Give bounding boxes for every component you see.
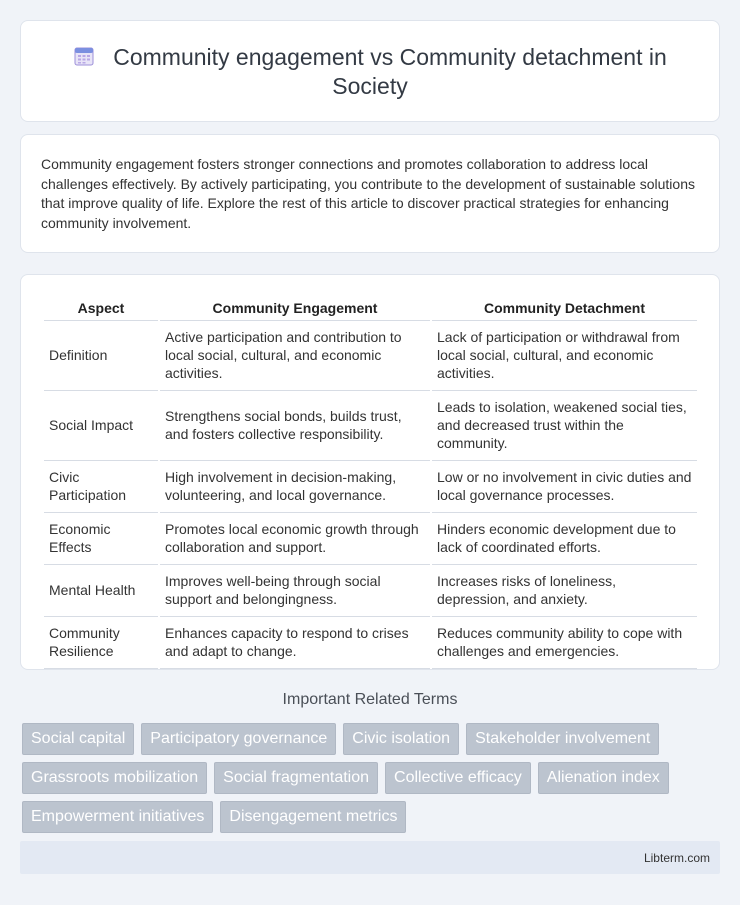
tag-grassroots-mobilization[interactable]: Grassroots mobilization: [22, 762, 207, 794]
table-row: [44, 565, 697, 617]
row-detachment: Hinders economic development due to lack of coordinated efforts.: [432, 513, 697, 565]
row-aspect: Social Impact: [44, 391, 158, 461]
header-engagement: Community Engagement: [160, 296, 430, 321]
table-header-row: [44, 296, 697, 321]
page-title-wrap: [21, 43, 719, 101]
table-row: [44, 391, 697, 461]
footer-site-link[interactable]: Libterm.com: [643, 851, 710, 865]
row-engagement: High involvement in decision-making, volunteering, and local governance.: [160, 461, 430, 513]
table-row: [44, 321, 697, 391]
table-row: [44, 513, 697, 565]
tag-civic-isolation[interactable]: Civic isolation: [343, 723, 459, 755]
title-card: [20, 20, 720, 122]
header-aspect: Aspect: [44, 296, 158, 321]
row-detachment: Reduces community ability to cope with challenges and emergencies.: [432, 617, 697, 669]
tag-social-capital[interactable]: Social capital: [22, 723, 134, 755]
tag-participatory-governance[interactable]: Participatory governance: [141, 723, 336, 755]
table-row: [44, 617, 697, 669]
row-engagement: Strengthens social bonds, builds trust, and fosters collective responsibility.: [160, 391, 430, 461]
row-aspect: Community Resilience: [44, 617, 158, 669]
row-engagement: Enhances capacity to respond to crises and adapt to change.: [160, 617, 430, 669]
row-engagement: Promotes local economic growth through collaboration and support.: [160, 513, 430, 565]
header-detachment: Community Detachment: [432, 296, 697, 321]
intro-paragraph: Community engagement fosters stronger connections and promotes collaboration to address local challenges effectively. By actively participating, you contribute to the development of sustainable solutions that improve quality of life. Explore the rest of this article to discover practical strategies for enhancing community involvement.: [41, 156, 695, 231]
row-aspect: Definition: [44, 321, 158, 391]
row-aspect: Civic Participation: [44, 461, 158, 513]
comparison-table-card: [20, 274, 720, 670]
footer: [20, 841, 720, 874]
tag-disengagement-metrics[interactable]: Disengagement metrics: [220, 801, 406, 833]
row-detachment: Lack of participation or withdrawal from local social, cultural, and economic activities.: [432, 321, 697, 391]
tag-social-fragmentation[interactable]: Social fragmentation: [214, 762, 378, 794]
comparison-table: [42, 296, 699, 669]
tag-stakeholder-involvement[interactable]: Stakeholder involvement: [466, 723, 659, 755]
tag-collective-efficacy[interactable]: Collective efficacy: [385, 762, 531, 794]
table-row: [44, 461, 697, 513]
intro-card: [20, 134, 720, 253]
row-detachment: Increases risks of loneliness, depression, and anxiety.: [432, 565, 697, 617]
row-aspect: Mental Health: [44, 565, 158, 617]
tag-empowerment-initiatives[interactable]: Empowerment initiatives: [22, 801, 213, 833]
tag-alienation-index[interactable]: Alienation index: [538, 762, 669, 794]
related-terms-heading: Important Related Terms: [282, 691, 458, 708]
page-title: Community engagement vs Community detachment in Society: [113, 44, 667, 99]
row-detachment: Leads to isolation, weakened social ties, and decreased trust within the community.: [432, 391, 697, 461]
row-engagement: Improves well-being through social support and belongingness.: [160, 565, 430, 617]
row-engagement: Active participation and contribution to local social, cultural, and economic activities.: [160, 321, 430, 391]
row-aspect: Economic Effects: [44, 513, 158, 565]
row-detachment: Low or no involvement in civic duties and local governance processes.: [432, 461, 697, 513]
related-terms-list: [22, 723, 702, 833]
calendar-icon: [73, 45, 95, 67]
